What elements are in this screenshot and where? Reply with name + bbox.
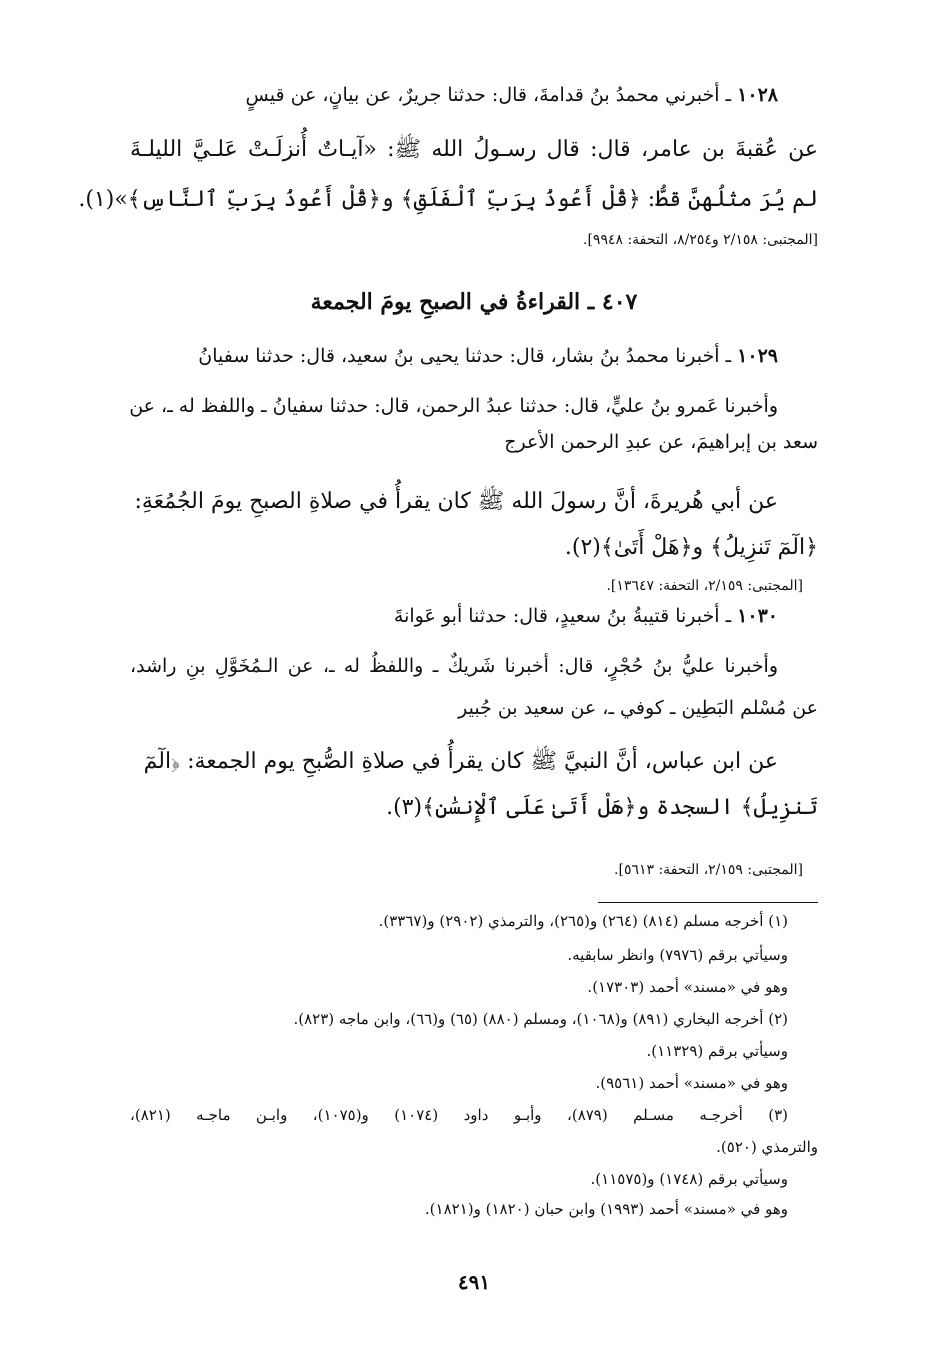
hadith-1030-text-line: عن ابن عباس، أنَّ النبيَّ ﷺ كان يقرأُ في صلاةِ الصُّبحِ يوم الجمعة: ﴿الٓمٓ xyxy=(143,749,778,774)
hadith-1030-reference: [المجتبى: ٢/١٥٩، التحفة: ٥٦١٣]. xyxy=(614,862,803,878)
footnote-line: والترمذي (٥٢٠). xyxy=(716,1138,818,1156)
isnad-text: ـ أخبرني محمدُ بنُ قدامةَ، قال: حدثنا جريرٌ، عن بيانٍ، عن قيسٍ xyxy=(245,84,738,106)
footnote-divider xyxy=(598,902,818,903)
footnote-line: (٢) أخرجه البخاري (٨٩١) و(١٠٦٨)، ومسلم (٨٨٠) (٦٥) و(٦٦)، وابن ماجه (٨٢٣). xyxy=(293,1010,788,1028)
footnote-line: (١) أخرجه مسلم (٨١٤) (٢٦٤) و(٢٦٥)، والترمذي (٢٩٠٢) و(٣٣٦٧). xyxy=(378,912,788,930)
hadith-1029-chain: سعد بن إبراهيمَ، عن عبدِ الرحمن الأعرج xyxy=(504,431,818,453)
hadith-1029-text-line: ﴿الٓمٓ تَنزِيلُ﴾ و﴿هَلْ أَتَىٰ﴾(٢). xyxy=(564,535,818,560)
hadith-1030-chain xyxy=(130,605,778,627)
chapter-heading: ٤٠٧ ـ القراءةُ في الصبحِ يومَ الجمعة xyxy=(310,289,638,315)
footnote-line: وهو في «مسند» أحمد (٩٥٦١). xyxy=(595,1074,788,1092)
hadith-1030-text-line: تَنزِيلُ﴾ السجدة و﴿هَلْ أَتَىٰ عَلَى ٱلْإِنسَٰنِ﴾(٣). xyxy=(386,795,818,820)
hadith-1028-text-line: عن عُقبةَ بن عامر، قال: قال رسـولُ الله ﷺ: «آيـاتٌ أُنزلَـتْ عَلـيَّ الليلـةَ xyxy=(130,137,818,162)
isnad-text: ـ أخبرنا قتيبةُ بنُ سعيدٍ، قال: حدثنا أبو عَوانةَ xyxy=(393,605,738,627)
isnad-text: ـ أخبرنا محمدُ بنُ بشار، قال: حدثنا يحيى بنُ سعيد، قال: حدثنا سفيانُ xyxy=(198,345,738,367)
hadith-number: ١٠٢٨ xyxy=(737,84,778,106)
page-number: ٤٩١ xyxy=(457,1270,491,1294)
hadith-1029-chain xyxy=(130,345,778,367)
hadith-1028-text-line: لم يُرَ مثلُهنَّ قطُّ: ﴿قُلْ أَعُوذُ بِرَبِّ ٱلْفَلَقِ﴾ و﴿قُلْ أَعُوذُ بِرَبِّ ٱلنَّاسِ﴾»(١). xyxy=(78,187,818,212)
hadith-1030-chain: عن مُسْلم البَطِين ـ كوفي ـ، عن سعيد بن جُبير xyxy=(458,697,818,719)
footnote-line: وسيأتي برقم (٧٩٧٦) وانظر سابقيه. xyxy=(567,946,788,964)
footnote-line: وسيأتي برقم (١٧٤٨) و(١١٥٧٥). xyxy=(590,1170,788,1188)
hadith-1028-reference: [المجتبى: ٢/١٥٨ و٨/٢٥٤، التحفة: ٩٩٤٨]. xyxy=(583,232,818,248)
hadith-1030-chain: وأخبرنا عليُّ بنُ حُجْرٍ، قال: أخبرنا شَريكٌ ـ واللفظُ له ـ، عن الـمُخَوَّلِ بنِ راشد، xyxy=(130,655,778,677)
hadith-number: ١٠٢٩ xyxy=(737,345,778,367)
hadith-1028-chain xyxy=(130,84,778,106)
footnote-line: وهو في «مسند» أحمد (١٧٣٠٣). xyxy=(587,978,788,996)
hadith-1029-reference: [المجتبى: ٢/١٥٩، التحفة: ١٣٦٤٧]. xyxy=(606,578,803,594)
hadith-1029-chain: وأخبرنا عَمرو بنُ عليٍّ، قال: حدثنا عبدُ الرحمن، قال: حدثنا سفيانُ ـ واللفظ له ـ، عن xyxy=(129,395,778,417)
footnote-line: وسيأتي برقم (١١٣٢٩). xyxy=(646,1042,788,1060)
footnote-line: وهو في «مسند» أحمد (١٩٩٣) وابن حبان (١٨٢٠) و(١٨٢١). xyxy=(424,1200,788,1218)
footnote-line: (٣) أخرجـه مسـلم (٨٧٩)، وأبـو داود (١٠٧٤) و(١٠٧٥)، وابـن ماجـه (٨٢١)، xyxy=(130,1106,788,1124)
hadith-1029-text-line: عن أبي هُريرةَ، أنَّ رسولَ الله ﷺ كان يقرأُ في صلاةِ الصبحِ يومَ الجُمُعَةِ: xyxy=(134,489,778,514)
hadith-number: ١٠٣٠ xyxy=(737,605,778,627)
